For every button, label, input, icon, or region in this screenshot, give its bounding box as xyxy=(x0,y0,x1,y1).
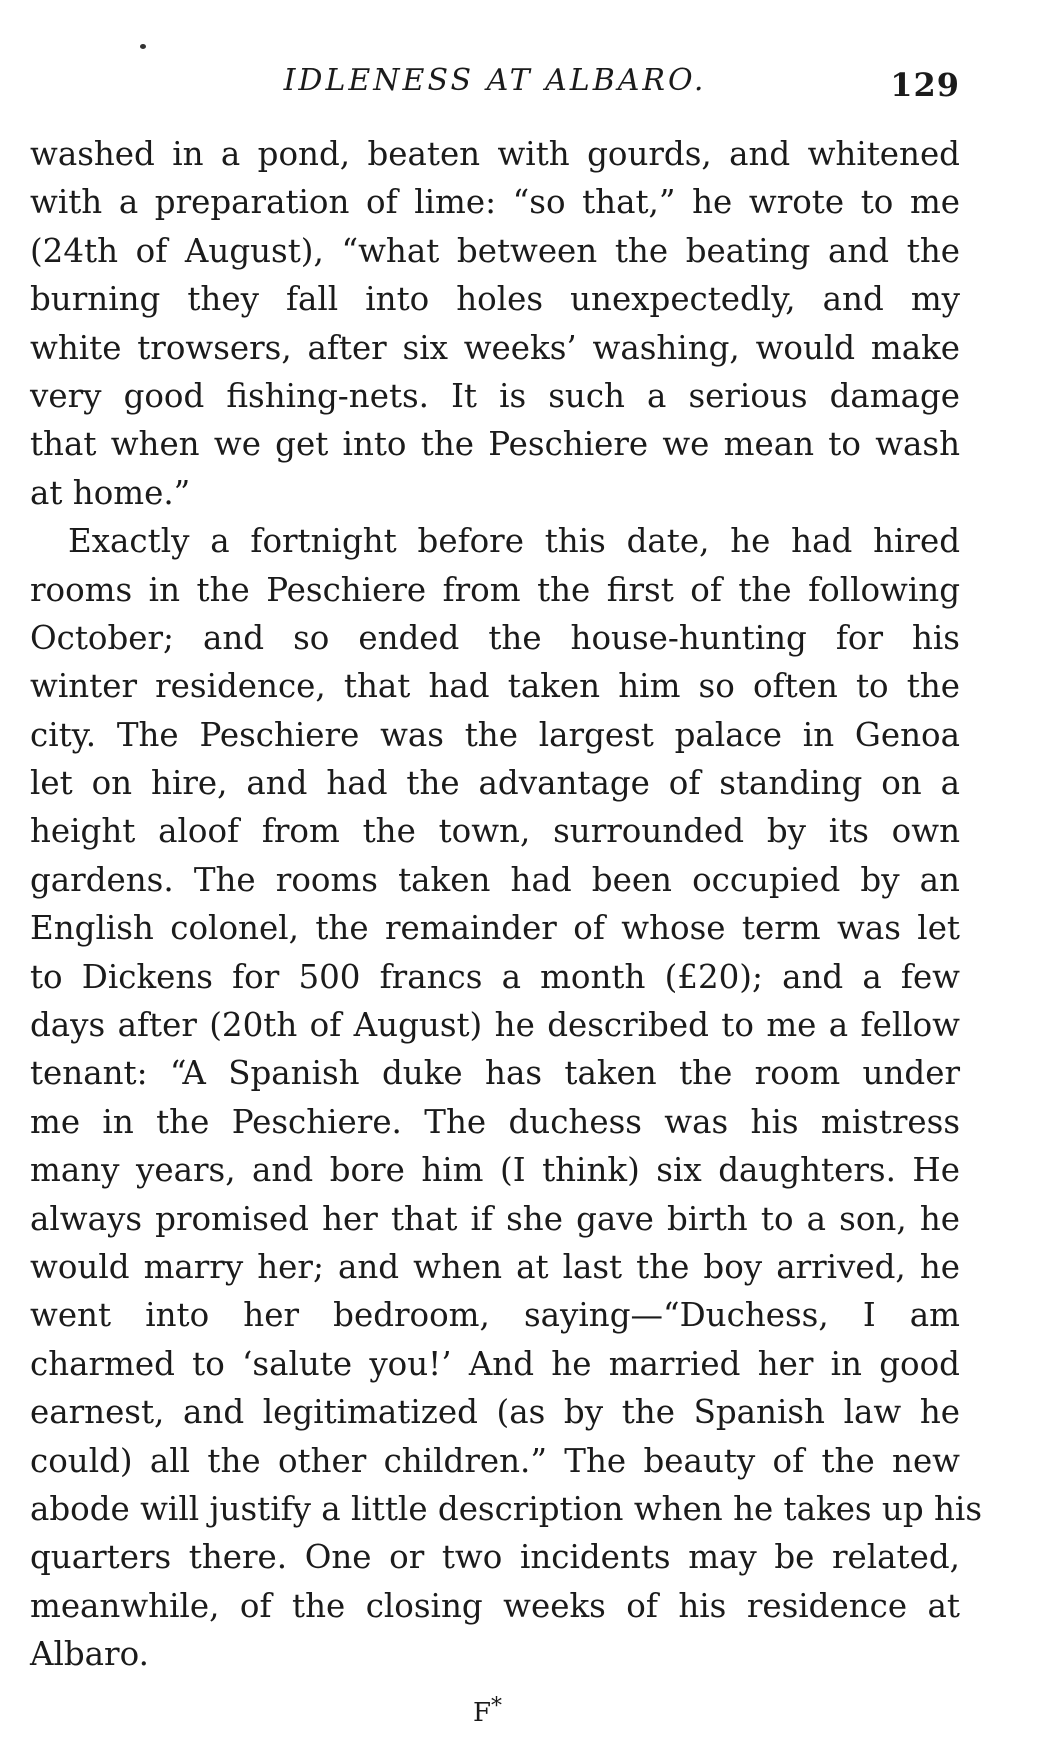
text-line: earnest, and legitimatized (as by the Spanish law he xyxy=(30,1393,960,1432)
text-line: always promised her that if she gave birth to a son, he xyxy=(30,1199,960,1238)
ink-speck xyxy=(140,44,146,49)
text-line: would marry her; and when at last the boy arrived, he xyxy=(30,1247,960,1286)
text-line: many years, and bore him (I think) six daughters. He xyxy=(30,1151,960,1190)
paragraph-first-line: Exactly a fortnight before this date, he had hired xyxy=(68,522,960,561)
text-line: charmed to ‘salute you!’ And he married her in good xyxy=(30,1344,960,1383)
text-line: to Dickens for 500 francs a month (£20); and a few xyxy=(30,957,960,996)
text-line: very good fishing-nets. It is such a serious damage xyxy=(30,376,960,415)
text-line: me in the Peschiere. The duchess was his mistress xyxy=(30,1102,960,1141)
text-line: washed in a pond, beaten with gourds, and whitened xyxy=(30,135,960,173)
text-line: went into her bedroom, saying—“Duchess, I am xyxy=(30,1296,960,1335)
text-line: abode will justify a little description when he takes up his xyxy=(30,1489,983,1528)
signature-letter: F xyxy=(473,1698,492,1728)
text-line: let on hire, and had the advantage of standing on a xyxy=(30,764,960,803)
text-line: October; and so ended the house-hunting for his xyxy=(30,618,960,657)
text-line: with a preparation of lime: “so that,” he wrote to me xyxy=(30,183,960,222)
paragraph-end-line: Albaro. xyxy=(30,1635,149,1674)
text-line: gardens. The rooms taken had been occupied by an xyxy=(30,860,960,899)
page-number: 129 xyxy=(890,66,960,104)
text-line: white trowsers, after six weeks’ washing, would make xyxy=(30,328,960,367)
text-line: tenant: “A Spanish duke has taken the room under xyxy=(30,1054,960,1093)
running-title: IDLENESS AT ALBARO. xyxy=(283,63,707,98)
running-head xyxy=(30,56,960,106)
text-line: that when we get into the Peschiere we mean to wash xyxy=(30,425,960,464)
paragraph-end-line: at home.” xyxy=(30,473,191,512)
text-line: winter residence, that had taken him so often to the xyxy=(30,667,960,706)
signature-asterisk: * xyxy=(491,1694,503,1719)
text-line: height aloof from the town, surrounded by its own xyxy=(30,812,960,851)
text-line: could) all the other children.” The beauty of the new xyxy=(30,1441,960,1480)
body-text xyxy=(30,130,983,1679)
text-line: meanwhile, of the closing weeks of his residence at xyxy=(30,1586,960,1625)
signature-mark xyxy=(473,1690,502,1730)
text-line: English colonel, the remainder of whose term was let xyxy=(30,909,960,948)
text-line: (24th of August), “what between the beating and the xyxy=(30,231,960,270)
text-line: rooms in the Peschiere from the first of the following xyxy=(30,570,960,609)
text-line: days after (20th of August) he described to me a fellow xyxy=(30,1006,960,1045)
text-line: quarters there. One or two incidents may be related, xyxy=(30,1538,960,1577)
text-line: burning they fall into holes unexpectedly, and my xyxy=(30,280,960,319)
text-line: city. The Peschiere was the largest palace in Genoa xyxy=(30,715,960,754)
